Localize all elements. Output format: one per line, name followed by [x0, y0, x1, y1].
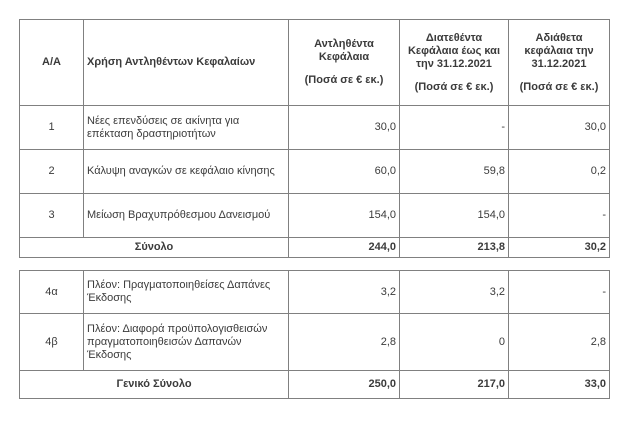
- row-number: 3: [20, 194, 84, 238]
- row-number: 1: [20, 106, 84, 150]
- row-allocated: -: [400, 106, 509, 150]
- row-number: 4α: [20, 271, 84, 314]
- row-unallocated: 2,8: [509, 314, 610, 371]
- header-row: [20, 20, 610, 106]
- table-row: [20, 271, 610, 314]
- row-allocated: 59,8: [400, 150, 509, 194]
- header-unallocated-title: Αδιάθετα κεφάλαια την 31.12.2021: [524, 31, 594, 70]
- header-use: Χρήση Αντληθέντων Κεφαλαίων: [84, 20, 289, 106]
- grand-total-label: Γενικό Σύνολο: [20, 371, 289, 399]
- header-allocated-unit: (Ποσά σε € εκ.): [414, 80, 494, 93]
- subtotal-label: Σύνολο: [20, 238, 289, 258]
- header-unallocated: [509, 20, 610, 106]
- grand-total-allocated: 217,0: [400, 371, 509, 399]
- row-raised: 60,0: [289, 150, 400, 194]
- spacer-row: [20, 258, 610, 271]
- header-unallocated-unit: (Ποσά σε € εκ.): [519, 80, 599, 93]
- row-description: Πλέον: Πραγματοποιηθείσες Δαπάνες Έκδοσης: [84, 271, 289, 314]
- header-raised-unit: (Ποσά σε € εκ.): [304, 74, 384, 86]
- header-raised-title: Αντληθέντα Κεφάλαια: [314, 38, 374, 63]
- row-description: Μείωση Βραχυπρόθεσμου Δανεισμού: [84, 194, 289, 238]
- subtotal-allocated: 213,8: [400, 238, 509, 258]
- header-allocated-title: Διατεθέντα Κεφάλαια έως και την 31.12.2021: [407, 31, 501, 70]
- row-raised: 154,0: [289, 194, 400, 238]
- header-allocated: [400, 20, 509, 106]
- row-allocated: 3,2: [400, 271, 509, 314]
- subtotal-row: [20, 238, 610, 258]
- row-raised: 30,0: [289, 106, 400, 150]
- grand-total-raised: 250,0: [289, 371, 400, 399]
- row-unallocated: 0,2: [509, 150, 610, 194]
- table-row: [20, 106, 610, 150]
- row-unallocated: -: [509, 194, 610, 238]
- row-number: 4β: [20, 314, 84, 371]
- grand-total-unallocated: 33,0: [509, 371, 610, 399]
- row-raised: 2,8: [289, 314, 400, 371]
- row-number: 2: [20, 150, 84, 194]
- row-unallocated: -: [509, 271, 610, 314]
- table-row: [20, 194, 610, 238]
- header-raised: [289, 20, 400, 106]
- row-unallocated: 30,0: [509, 106, 610, 150]
- table-row: [20, 150, 610, 194]
- grand-total-row: [20, 371, 610, 399]
- table-row: [20, 314, 610, 371]
- subtotal-unallocated: 30,2: [509, 238, 610, 258]
- row-description: Νέες επενδύσεις σε ακίνητα για επέκταση δραστηριοτήτων: [84, 106, 289, 150]
- row-description: Κάλυψη αναγκών σε κεφάλαιο κίνησης: [84, 150, 289, 194]
- row-description: Πλέον: Διαφορά προϋπολογισθεισών πραγματοποιηθεισών Δαπανών Έκδοσης: [84, 314, 289, 371]
- funds-use-table: [19, 19, 610, 399]
- header-aa: Α/Α: [20, 20, 84, 106]
- row-raised: 3,2: [289, 271, 400, 314]
- spacer-cell: [20, 258, 610, 271]
- row-allocated: 154,0: [400, 194, 509, 238]
- subtotal-raised: 244,0: [289, 238, 400, 258]
- row-allocated: 0: [400, 314, 509, 371]
